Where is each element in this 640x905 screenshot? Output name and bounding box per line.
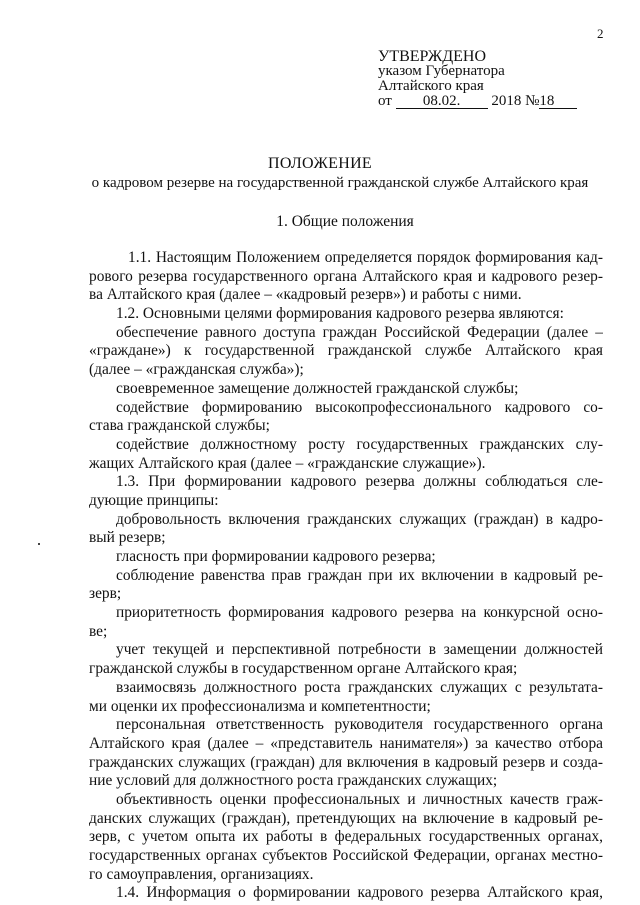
text-line: ва Алтайского края (далее – «кадровый резерв») и работы с ними. — [89, 286, 522, 304]
text-line: добровольность включения гражданских служащих (граждан) в кадро- — [116, 510, 603, 528]
text-line: 1.1. Настоящим Положением определяется порядок формирования кад- — [128, 249, 603, 266]
text-line: вый резерв; — [89, 529, 166, 547]
text-line: 1.4. Информация о формировании кадрового резерва Алтайского края, — [116, 884, 603, 902]
text-line: ве; — [89, 622, 108, 640]
text-line: зерв; — [89, 585, 122, 603]
text-line: става гражданской службы; — [89, 417, 270, 435]
text-line: учет текущей и перспективной потребности в замещении должностей — [116, 641, 603, 659]
approval-date-line — [378, 94, 577, 109]
text-line: соблюдение равенства прав граждан при их включении в кадровый ре- — [116, 566, 603, 584]
text-line: содействие должностному росту государственных гражданских слу- — [116, 435, 603, 453]
text-line: своевременное замещение должностей гражданской службы; — [116, 379, 519, 397]
decree-date: 08.02. — [396, 95, 488, 109]
text-line: данских служащих (граждан), претендующих на включение в кадровый ре- — [89, 809, 603, 827]
text-line: жащих Алтайского края (далее – «гражданские служащие»). — [89, 454, 486, 472]
text-line: гласность при формировании кадрового резерва; — [116, 548, 436, 565]
text-line: обеспечение равного доступа граждан Российской Федерации (далее – — [116, 323, 603, 341]
text-line: ми оценки их профессионализма и компетентности; — [89, 697, 431, 715]
page-number: 2 — [597, 26, 604, 41]
approval-stamp — [378, 49, 577, 109]
document-body — [89, 249, 603, 903]
text-line: содействие формированию высокопрофессионального кадрового со- — [116, 398, 603, 416]
number-label: № — [525, 93, 540, 109]
approval-heading: УТВЕРЖДЕНО — [378, 48, 487, 65]
text-line: рового резерва государственного органа Алтайского края и кадрового резер- — [89, 267, 603, 285]
document-title: ПОЛОЖЕНИЕ — [267, 155, 372, 172]
text-line: «граждане») к государственной гражданской службе Алтайского края — [89, 342, 603, 360]
text-line: зерв, с учетом опыта их работы в федеральных государственных органах, — [89, 828, 603, 846]
approval-decree: указом Губернатора — [378, 63, 505, 79]
text-line: 1.2. Основными целями формирования кадрового резерва являются: — [116, 305, 564, 323]
text-line: (далее – «гражданская служба»); — [89, 361, 304, 379]
text-line: 1.3. При формировании кадрового резерва должны соблюдаться сле- — [116, 473, 603, 491]
document-subtitle: о кадровом резерве на государственной гражданской службе Алтайского края — [91, 175, 589, 191]
text-line: гражданской службы в государственном органе Алтайского края; — [89, 660, 518, 678]
text-line: ние условий для должностного роста гражданских служащих; — [89, 772, 498, 790]
text-line: дующие принципы: — [89, 491, 219, 509]
decree-number: 18 — [539, 95, 577, 109]
scan-speck — [38, 543, 40, 545]
text-line: персональная ответственность руководителя государственного органа — [116, 716, 603, 734]
text-line: гражданских служащих (граждан) для включения в кадровый резерв и созда- — [89, 753, 603, 771]
decree-year: 2018 — [491, 93, 522, 109]
text-line: го самоуправления, организациях. — [89, 865, 314, 883]
from-label: от — [378, 93, 392, 109]
approval-region: Алтайского края — [378, 78, 484, 94]
text-line: государственных органах субъектов Российской Федерации, органах местно- — [89, 847, 603, 864]
text-line: объективность оценки профессиональных и личностных качеств граж- — [116, 790, 603, 808]
text-line: Алтайского края (далее – «представитель нанимателя») за качество отбора — [89, 734, 603, 752]
text-line: взаимосвязь должностного роста гражданских служащих с результата- — [116, 678, 603, 696]
text-line: приоритетность формирования кадрового резерва на конкурсной осно- — [116, 604, 603, 622]
section-heading: 1. Общие положения — [276, 213, 414, 230]
